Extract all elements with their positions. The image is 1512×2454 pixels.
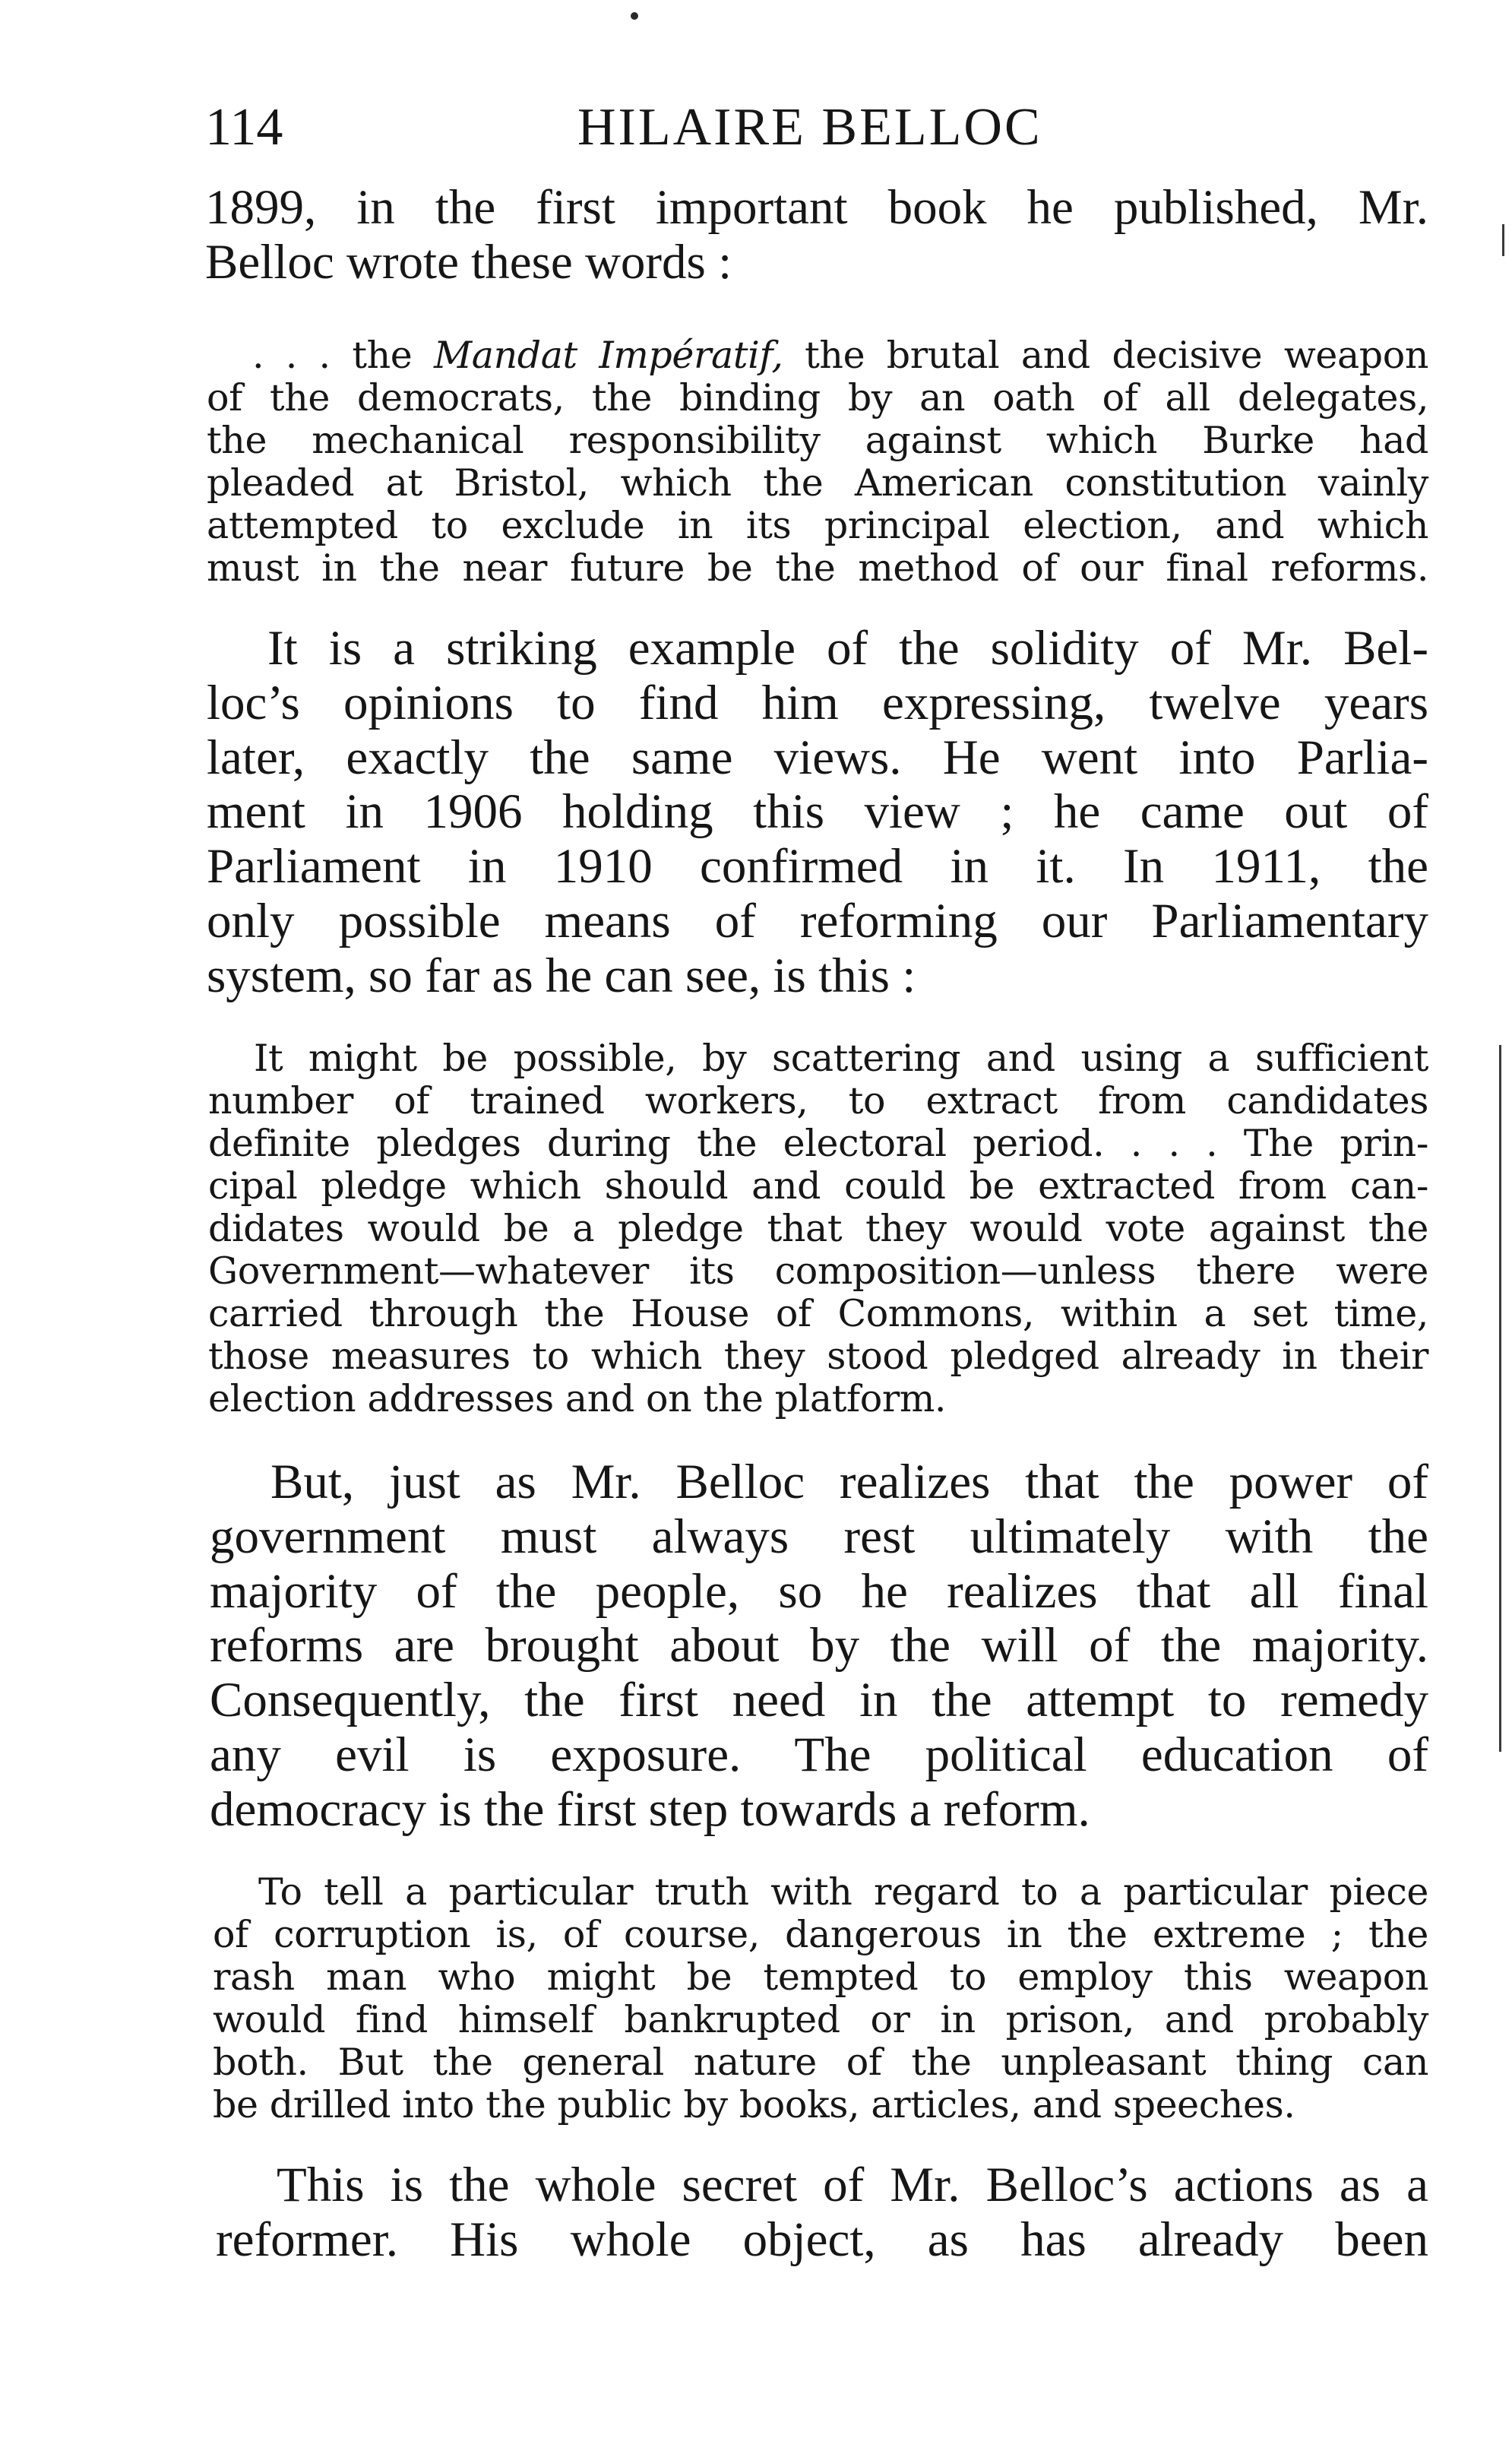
- text-line: only possible means of reforming our Parliamentary: [207, 893, 1428, 948]
- body-paragraph: [216, 2158, 1428, 2268]
- text-line: To tell a particular truth with regard to a particular piece: [258, 1870, 1428, 1914]
- text-line: loc’s opinions to find him expressing, twelve years: [207, 675, 1428, 730]
- quote-lead-text: . . . the: [252, 334, 434, 377]
- text-line: [207, 334, 1428, 377]
- text-line: election addresses and on the platform.: [208, 1377, 947, 1420]
- quote-lead-rest: the brutal and decisive weapon: [783, 334, 1429, 377]
- text-line: Consequently, the first need in the attempt to remedy: [210, 1673, 1428, 1728]
- text-line: any evil is exposure. The political education of: [210, 1727, 1428, 1782]
- text-line: didates would be a pledge that they would vote against the: [208, 1207, 1428, 1250]
- text-line: system, so far as he can see, is this :: [207, 948, 916, 1003]
- text-line: democracy is the first step towards a reform.: [210, 1781, 1090, 1837]
- text-line: cipal pledge which should and could be extracted from can-: [208, 1164, 1428, 1208]
- text-line: Government—whatever its composition—unless there were: [208, 1249, 1428, 1293]
- text-line: But, just as Mr. Belloc realizes that the power of: [270, 1455, 1428, 1509]
- italic-term: Mandat Impératif,: [433, 334, 783, 377]
- running-head: [205, 97, 1428, 158]
- margin-mark: [1499, 1045, 1501, 1752]
- text-line: those measures to which they stood pledged already in their: [208, 1335, 1428, 1378]
- ink-speck: [631, 12, 638, 20]
- margin-mark: [1502, 224, 1504, 256]
- text-line: 1899, in the first important book he published, Mr.: [205, 180, 1428, 235]
- text-line: This is the whole secret of Mr. Belloc’s actions as a: [277, 2158, 1428, 2212]
- block-quote: [208, 1037, 1428, 1420]
- body-paragraph: [210, 1455, 1428, 1838]
- text-line: Belloc wrote these words :: [205, 234, 732, 290]
- running-title: HILAIRE BELLOC: [577, 98, 1042, 157]
- text-line: be drilled into the public by books, articles, and speeches.: [213, 2083, 1295, 2126]
- text-line: government must always rest ultimately with the: [210, 1509, 1428, 1564]
- body-paragraph: [205, 181, 1428, 290]
- block-quote: [213, 1871, 1428, 2126]
- text-line: the mechanical responsibility against which Burke had: [207, 419, 1428, 462]
- text-line: It is a striking example of the solidity of Mr. Bel-: [267, 621, 1428, 676]
- text-line: ment in 1906 holding this view ; he came out of: [207, 784, 1428, 840]
- text-line: of the democrats, the binding by an oath of all delegates,: [207, 376, 1428, 420]
- block-quote: [207, 334, 1428, 590]
- text-line: attempted to exclude in its principal election, and which: [207, 504, 1428, 547]
- text-line: later, exactly the same views. He went into Parlia-: [207, 730, 1428, 785]
- text-line: of corruption is, of course, dangerous in the extreme ; the: [213, 1913, 1428, 1956]
- text-line: rash man who might be tempted to employ this weapon: [213, 1955, 1428, 1999]
- text-line: reforms are brought about by the will of the majority.: [210, 1618, 1428, 1673]
- text-line: both. But the general nature of the unpleasant thing can: [213, 2041, 1428, 2084]
- body-paragraph: [207, 622, 1428, 1004]
- text-line: reformer. His whole object, as has already been: [216, 2212, 1428, 2267]
- text-line: definite pledges during the electoral period. . . . The prin-: [208, 1122, 1428, 1165]
- text-line: It might be possible, by scattering and using a sufficient: [254, 1037, 1428, 1080]
- text-line: must in the near future be the method of our final reforms.: [207, 546, 1428, 590]
- text-line: would find himself bankrupted or in prison, and probably: [213, 1998, 1428, 2041]
- text-line: carried through the House of Commons, within a set time,: [208, 1292, 1428, 1335]
- text-line: majority of the people, so he realizes that all final: [210, 1563, 1428, 1619]
- text-line: pleaded at Bristol, which the American constitution vainly: [207, 461, 1428, 505]
- text-line: number of trained workers, to extract from candidates: [208, 1079, 1428, 1123]
- text-line: Parliament in 1910 confirmed in it. In 1911, the: [207, 839, 1428, 895]
- page-number: 114: [205, 98, 283, 157]
